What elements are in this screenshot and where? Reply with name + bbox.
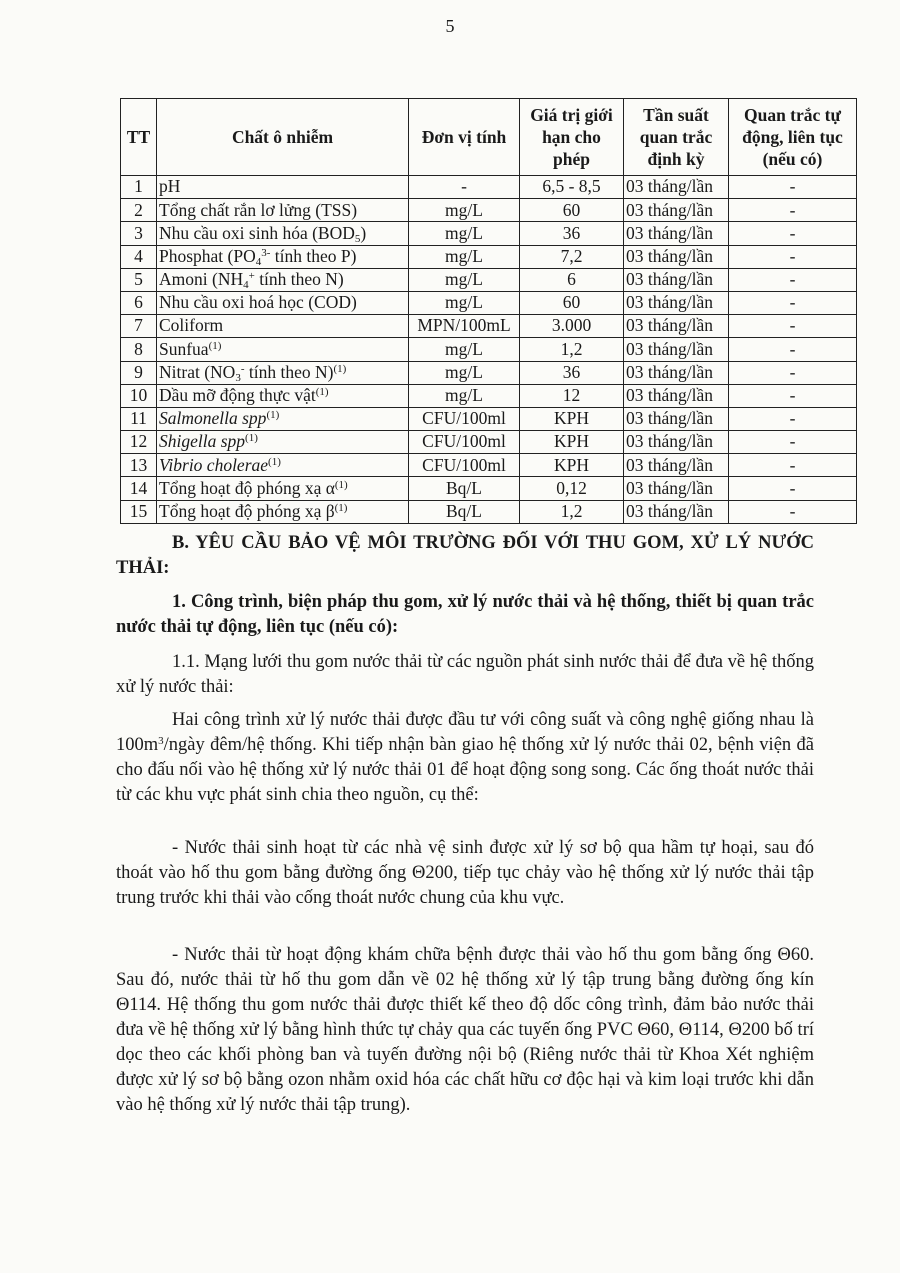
cell-unit: mg/L [409,384,520,407]
cell-unit: mg/L [409,268,520,291]
pollutant-name-sup2: (1) [334,478,348,491]
header-frequency: Tần suất quan trắc định kỳ [624,99,729,176]
bullet-medical-wastewater: - Nước thải từ hoạt động khám chữa bệnh được thải vào hố thu gom bằng ống Θ60. Sau đó, nước thải từ hố thu gom dẫn về 02 hệ thống xử lý tập trung bằng đường ống kín Θ114. Hệ thống thu gom nước thải được thiết kế theo độ dốc công trình, đảm bảo nước thải đưa về hệ thống xử lý bằng hình thức tự chảy qua các tuyến ống PVC Θ60, Θ114, Θ200 bố trí dọc theo các khối phòng ban và tuyến đường nội bộ (Riêng nước thải từ Khoa Xét nghiệm được xử lý sơ bộ bằng ozon nhằm oxid hóa các chất hữu cơ độc hại và kim loại trước khi dẫn vào hệ thống xử lý nước thải tập trung). [116,945,814,1115]
cell-pollutant [157,454,409,477]
cell-auto-monitoring: - [729,245,857,268]
table-row [121,407,857,430]
cell-unit: CFU/100ml [409,407,520,430]
cell-pollutant [157,268,409,291]
cell-pollutant [157,176,409,199]
paragraph-intro-sup: 3 [158,735,164,747]
pollutant-name: Sunfua [159,338,209,359]
cell-auto-monitoring: - [729,384,857,407]
cell-auto-monitoring: - [729,176,857,199]
cell-pollutant [157,245,409,268]
header-auto-monitoring: Quan trắc tự động, liên tục (nếu có) [729,99,857,176]
cell-unit: mg/L [409,222,520,245]
cell-limit: KPH [520,407,624,430]
cell-auto-monitoring: - [729,222,857,245]
cell-tt: 14 [121,477,157,500]
cell-pollutant [157,500,409,523]
cell-unit: mg/L [409,199,520,222]
pollutant-name-sup2: (1) [245,432,258,445]
cell-pollutant [157,384,409,407]
cell-pollutant [157,361,409,384]
cell-pollutant [157,222,409,245]
cell-limit: 6 [520,268,624,291]
cell-pollutant [157,291,409,314]
cell-frequency: 03 tháng/lần [624,361,729,384]
pollutant-name: Nhu cầu oxi sinh hóa (BOD [159,222,355,243]
pollutant-name-post: ) [360,222,367,243]
pollutant-name-sup: - [240,362,245,375]
cell-auto-monitoring: - [729,338,857,361]
cell-tt: 5 [121,268,157,291]
cell-tt: 9 [121,361,157,384]
cell-unit: - [409,176,520,199]
cell-tt: 10 [121,384,157,407]
cell-pollutant [157,431,409,454]
table-row [121,338,857,361]
cell-frequency: 03 tháng/lần [624,222,729,245]
cell-limit: KPH [520,454,624,477]
section-b-heading: B. YÊU CẦU BẢO VỆ MÔI TRƯỜNG ĐỐI VỚI THU GOM, XỬ LÝ NƯỚC THẢI: [116,533,814,578]
cell-tt: 11 [121,407,157,430]
cell-frequency: 03 tháng/lần [624,199,729,222]
cell-frequency: 03 tháng/lần [624,176,729,199]
cell-frequency: 03 tháng/lần [624,431,729,454]
pollutant-name-sub: 4 [255,255,262,268]
cell-frequency: 03 tháng/lần [624,315,729,338]
pollutant-name: Vibrio cholerae [159,454,269,475]
cell-tt: 4 [121,245,157,268]
table-row [121,268,857,291]
pollutant-name: Dầu mỡ động thực vật [159,385,316,406]
cell-auto-monitoring: - [729,361,857,384]
bullet-domestic-wastewater: - Nước thải sinh hoạt từ các nhà vệ sinh được xử lý sơ bộ qua hầm tự hoại, sau đó thoát vào hố thu gom bằng đường ống Θ200, tiếp tục chảy vào hệ thống xử lý nước thải tập trung trước khi thải vào cống thoát nước chung của khu vực. [116,838,814,908]
paragraph-1-1: 1.1. Mạng lưới thu gom nước thải từ các nguồn phát sinh nước thải để đưa về hệ thống xử lý nước thải: [116,652,814,697]
pollutant-name-sup2: (1) [266,409,280,422]
header-pollutant: Chất ô nhiễm [157,99,409,176]
table-row [121,431,857,454]
cell-frequency: 03 tháng/lần [624,500,729,523]
table-row [121,245,857,268]
pollutant-name: Nhu cầu oxi hoá học (COD) [159,292,357,313]
cell-limit: 1,2 [520,338,624,361]
cell-tt: 2 [121,199,157,222]
pollutant-name-sup: + [248,270,255,283]
table-row [121,384,857,407]
table-row [121,222,857,245]
cell-auto-monitoring: - [729,291,857,314]
table-row [121,361,857,384]
table-row [121,500,857,523]
subsection-1-heading: 1. Công trình, biện pháp thu gom, xử lý nước thải và hệ thống, thiết bị quan trắc nước thải tự động, liên tục (nếu có): [116,592,814,637]
cell-limit: KPH [520,431,624,454]
paragraph-intro [116,708,814,808]
cell-limit: 36 [520,222,624,245]
cell-auto-monitoring: - [729,477,857,500]
table-row [121,176,857,199]
cell-limit: 36 [520,361,624,384]
cell-limit: 7,2 [520,245,624,268]
cell-tt: 13 [121,454,157,477]
pollutant-name-sup2: (1) [315,386,329,399]
pollutant-name-post: tính theo N) [244,361,334,382]
pollutant-name: Coliform [159,315,224,336]
cell-pollutant [157,407,409,430]
cell-tt: 6 [121,291,157,314]
cell-frequency: 03 tháng/lần [624,407,729,430]
table-row [121,315,857,338]
cell-tt: 12 [121,431,157,454]
header-unit: Đơn vị tính [409,99,520,176]
cell-pollutant [157,315,409,338]
cell-limit: 60 [520,291,624,314]
table-row [121,199,857,222]
pollutant-name-sub: 4 [243,279,249,292]
cell-unit: mg/L [409,245,520,268]
pollutant-limits-table [120,98,857,524]
cell-pollutant [157,199,409,222]
pollutant-name-post: tính theo P) [270,245,357,266]
page-number: 5 [445,16,455,36]
cell-limit: 0,12 [520,477,624,500]
cell-pollutant [157,338,409,361]
cell-auto-monitoring: - [729,315,857,338]
cell-frequency: 03 tháng/lần [624,338,729,361]
paragraph-intro-b: /ngày đêm/hệ thống. Khi tiếp nhận bàn giao hệ thống xử lý nước thải 02, bệnh viện đã cho đấu nối vào hệ thống xử lý nước thải 01 để hoạt động song song. Các ống thoát nước thải từ các khu vực phát sinh chia theo nguồn, cụ thể: [116,735,814,805]
pollutant-name: Phosphat (PO [159,245,256,266]
cell-frequency: 03 tháng/lần [624,268,729,291]
cell-frequency: 03 tháng/lần [624,291,729,314]
cell-tt: 8 [121,338,157,361]
cell-unit: CFU/100ml [409,431,520,454]
header-limit: Giá trị giới hạn cho phép [520,99,624,176]
pollutant-name: Tổng hoạt độ phóng xạ α [159,477,335,498]
pollutant-name-sup2: (1) [334,501,348,514]
table-row [121,477,857,500]
cell-unit: CFU/100ml [409,454,520,477]
cell-limit: 3.000 [520,315,624,338]
cell-auto-monitoring: - [729,500,857,523]
table-row [121,454,857,477]
cell-tt: 1 [121,176,157,199]
pollutant-name: Nitrat (NO [159,361,236,382]
header-tt: TT [121,99,157,176]
cell-auto-monitoring: - [729,407,857,430]
cell-auto-monitoring: - [729,268,857,291]
pollutant-name-sup2: (1) [268,455,281,468]
cell-limit: 6,5 - 8,5 [520,176,624,199]
cell-tt: 7 [121,315,157,338]
pollutant-name-sup2: (1) [208,339,222,352]
table-header-row [121,99,857,176]
cell-unit: mg/L [409,291,520,314]
cell-pollutant [157,477,409,500]
cell-unit: Bq/L [409,500,520,523]
cell-frequency: 03 tháng/lần [624,454,729,477]
cell-frequency: 03 tháng/lần [624,384,729,407]
cell-tt: 15 [121,500,157,523]
cell-auto-monitoring: - [729,431,857,454]
table-row [121,291,857,314]
pollutant-name: Shigella spp [159,431,246,452]
pollutant-name-sup2: (1) [333,362,347,375]
cell-unit: MPN/100mL [409,315,520,338]
pollutant-name: Salmonella spp [159,408,267,429]
cell-auto-monitoring: - [729,199,857,222]
cell-unit: mg/L [409,361,520,384]
paragraph-intro-a: Hai công trình xử lý nước thải được đầu tư với công suất và công nghệ giống nhau là 100m [116,710,814,755]
pollutant-name: pH [159,176,181,197]
pollutant-name-sub: 3 [235,371,241,384]
pollutant-name-sub: 5 [354,232,361,245]
cell-unit: Bq/L [409,477,520,500]
cell-tt: 3 [121,222,157,245]
pollutant-name-sup: 3- [261,246,271,259]
cell-limit: 12 [520,384,624,407]
pollutant-name: Tổng chất rắn lơ lửng (TSS) [159,199,358,220]
cell-frequency: 03 tháng/lần [624,245,729,268]
cell-unit: mg/L [409,338,520,361]
pollutant-name: Tổng hoạt độ phóng xạ β [159,500,335,521]
cell-auto-monitoring: - [729,454,857,477]
pollutant-name-post: tính theo N) [254,269,344,290]
cell-limit: 60 [520,199,624,222]
cell-frequency: 03 tháng/lần [624,477,729,500]
pollutant-name: Amoni (NH [159,269,244,290]
cell-limit: 1,2 [520,500,624,523]
